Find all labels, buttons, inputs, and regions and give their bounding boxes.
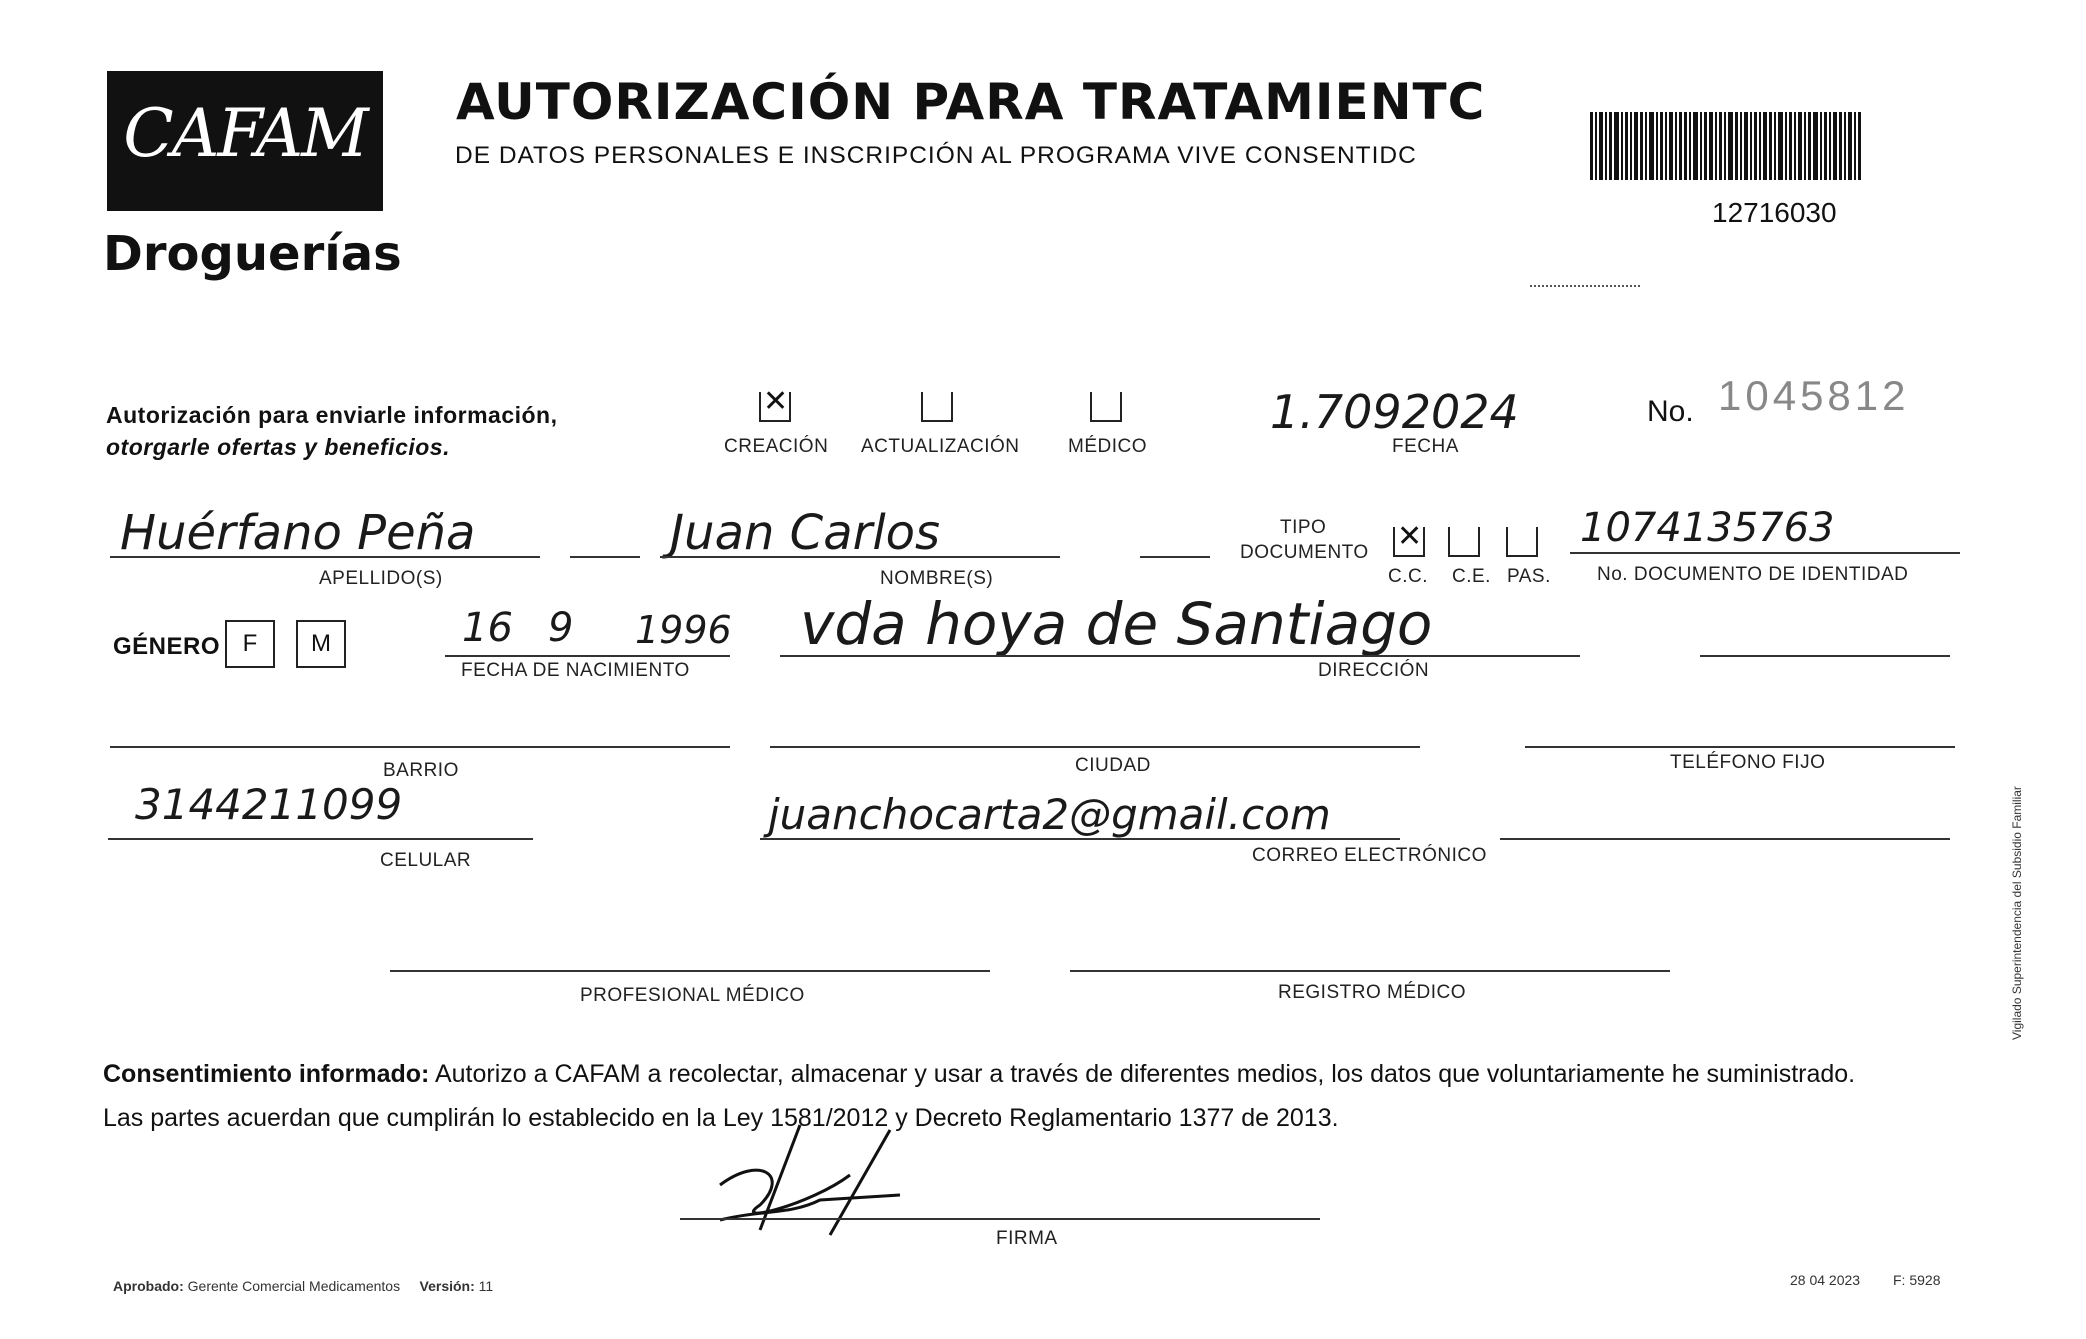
aprobado-value: Gerente Comercial Medicamentos: [187, 1278, 401, 1294]
direccion-value: vda hoya de Santiago: [800, 590, 1433, 658]
barcode-bar: [1824, 112, 1827, 180]
barcode-bar: [1605, 112, 1607, 180]
barcode-bar: [1854, 112, 1856, 180]
barcode-bar: [1785, 112, 1787, 180]
barcode-bar: [1759, 112, 1761, 180]
barcode-bar: [1625, 112, 1628, 180]
barcode-bar: [1735, 112, 1738, 180]
check-mark-icon: ✕: [763, 385, 789, 418]
registro-line: [1070, 970, 1670, 972]
form-title: AUTORIZACIÓN PARA TRATAMIENTC: [456, 73, 1486, 131]
barcode-bar: [1754, 112, 1757, 180]
apellidos-value: Huérfano Peña: [120, 505, 476, 561]
correo-line: [760, 838, 1400, 840]
authorization-text: Autorización para enviarle información,: [106, 402, 558, 428]
birth-line: [445, 655, 730, 657]
signature-icon: [700, 1115, 960, 1245]
birth-month: 9: [548, 605, 574, 651]
barcode-bar: [1700, 112, 1702, 180]
registro-label: REGISTRO MÉDICO: [1278, 982, 1467, 1003]
barcode-bar: [1656, 112, 1658, 180]
barrio-label: BARRIO: [383, 760, 459, 781]
barcode-bar: [1704, 112, 1707, 180]
barcode-bar: [1804, 112, 1806, 180]
barcode-bar: [1640, 112, 1643, 180]
fecha-value: 1.7092024: [1270, 385, 1519, 439]
barcode-bar: [1609, 112, 1612, 180]
firma-label: FIRMA: [996, 1228, 1058, 1249]
barcode-bar: [1839, 112, 1842, 180]
direccion-line: [780, 655, 1580, 657]
barcode-bar: [1833, 112, 1837, 180]
barcode-bar: [1709, 112, 1713, 180]
celular-line: [108, 838, 533, 840]
barcode-bar: [1813, 112, 1818, 180]
barcode-bar: [1829, 112, 1831, 180]
doc-number-label: No. DOCUMENTO DE IDENTIDAD: [1597, 564, 1909, 585]
barcode-bar: [1798, 112, 1802, 180]
footer-code: F: 5928: [1893, 1272, 1941, 1288]
consent-text: [103, 1052, 1983, 1140]
barcode-bar: [1724, 112, 1726, 180]
documento-label: DOCUMENTO: [1240, 542, 1369, 563]
barcode-bar: [1774, 112, 1776, 180]
ce-checkbox[interactable]: [1448, 527, 1480, 557]
celular-label: CELULAR: [380, 850, 472, 871]
genero-m-box[interactable]: [296, 620, 346, 668]
barcode-bar: [1820, 112, 1822, 180]
direccion-label: DIRECCIÓN: [1318, 660, 1430, 681]
barcode-bar: [1599, 112, 1603, 180]
nombres-line: [660, 556, 1060, 558]
nombres-value: Juan Carlos: [670, 505, 941, 561]
apellidos-line: [110, 556, 540, 558]
profesional-label: PROFESIONAL MÉDICO: [580, 985, 805, 1006]
barcode-bar: [1844, 112, 1846, 180]
footer-approval: [113, 1278, 493, 1294]
barcode-bar: [1660, 112, 1663, 180]
divider: [1530, 285, 1640, 287]
authorization-text-2: otorgarle ofertas y beneficios.: [106, 434, 450, 460]
barcode-bar: [1693, 112, 1698, 180]
ciudad-label: CIUDAD: [1075, 755, 1151, 776]
creacion-label: CREACIÓN: [724, 436, 829, 457]
medico-checkbox[interactable]: [1090, 392, 1122, 422]
barrio-line: [110, 746, 730, 748]
firma-line: [680, 1218, 1320, 1220]
doc-number-value: 1074135763: [1580, 505, 1835, 551]
divider: [1140, 556, 1210, 558]
barcode-bar: [1595, 112, 1597, 180]
consent-line2: Las partes acuerdan que cumplirán lo establecido en la Ley 1581/2012 y Decreto Reglamentario 1377 de 2013.: [103, 1104, 1339, 1132]
genero-label: GÉNERO: [113, 633, 221, 660]
pas-checkbox[interactable]: [1506, 527, 1538, 557]
barcode-bar: [1719, 112, 1722, 180]
barcode-bar: [1614, 112, 1619, 180]
barcode-bar: [1675, 112, 1677, 180]
barcode-bar: [1684, 112, 1687, 180]
divider: [1500, 838, 1950, 840]
footer-date: 28 04 2023: [1790, 1272, 1861, 1288]
fecha-label: FECHA: [1392, 436, 1459, 457]
form-subtitle: DE DATOS PERSONALES E INSCRIPCIÓN AL PROGRAMA VIVE CONSENTIDC: [455, 142, 1417, 169]
genero-m-value: M: [311, 630, 331, 657]
barcode-bar: [1794, 112, 1796, 180]
barcode-bar: [1645, 112, 1647, 180]
birth-day: 16: [462, 605, 513, 651]
fecha-nacimiento-label: FECHA DE NACIMIENTO: [461, 660, 690, 681]
check-mark-icon: ✕: [1397, 520, 1423, 553]
telefono-label: TELÉFONO FIJO: [1670, 752, 1826, 773]
barcode-number: 12716030: [1712, 197, 1837, 228]
profesional-line: [390, 970, 990, 972]
barcode-bar: [1715, 112, 1717, 180]
tipo-label: TIPO: [1280, 517, 1327, 538]
brand-subtitle: Droguerías: [103, 226, 402, 282]
genero-f-box[interactable]: F: [225, 620, 275, 668]
barcode-bar: [1740, 112, 1742, 180]
aprobado-label: Aprobado:: [113, 1278, 184, 1294]
barcode-bar: [1750, 112, 1752, 180]
barcode-bar: [1744, 112, 1748, 180]
number-label: No.: [1647, 395, 1694, 428]
actualizacion-label: ACTUALIZACIÓN: [861, 436, 1020, 457]
telefono-line: [1525, 746, 1955, 748]
consent-line1: Autorizo a CAFAM a recolectar, almacenar y usar a través de diferentes medios, los datos que voluntariamente he suministrado.: [434, 1060, 1856, 1088]
correo-label: CORREO ELECTRÓNICO: [1252, 845, 1487, 866]
birth-year: 1996: [635, 608, 732, 652]
barcode-bar: [1634, 112, 1638, 180]
barcode-bar: [1728, 112, 1733, 180]
barcode-bar: [1689, 112, 1691, 180]
barcode-bar: [1763, 112, 1767, 180]
ce-label: C.E.: [1452, 566, 1491, 587]
barcode-bar: [1778, 112, 1783, 180]
divider: [570, 556, 640, 558]
barcode-bar: [1590, 112, 1593, 180]
celular-value: 3144211099: [135, 780, 403, 829]
barcode-bar: [1858, 112, 1861, 180]
barcode-bar: [1669, 112, 1673, 180]
barcode-bar: [1649, 112, 1654, 180]
version-label: Versión:: [419, 1278, 475, 1294]
barcode-icon: [1590, 112, 1930, 180]
form-number: 1045812: [1718, 372, 1910, 419]
barcode-bar: [1808, 112, 1811, 180]
creacion-checkbox[interactable]: [759, 385, 791, 422]
apellidos-label: APELLIDO(S): [319, 568, 443, 589]
nombres-label: NOMBRE(S): [880, 568, 994, 589]
barcode-bar: [1769, 112, 1772, 180]
barcode-bar: [1665, 112, 1667, 180]
pas-label: PAS.: [1507, 566, 1551, 587]
consent-heading: Consentimiento informado:: [103, 1060, 430, 1088]
cc-checkbox[interactable]: [1393, 520, 1425, 557]
barcode-bar: [1789, 112, 1792, 180]
side-text: Vigilado Superintendencia del Subsidio Familiar: [2010, 786, 2024, 1040]
barcode-bar: [1630, 112, 1632, 180]
barcode-bar: [1621, 112, 1623, 180]
doc-number-line: [1570, 552, 1960, 554]
correo-value: juanchocarta2@gmail.com: [768, 790, 1331, 839]
version-value: 11: [478, 1278, 494, 1294]
ciudad-line: [770, 746, 1420, 748]
divider: [1700, 655, 1950, 657]
cc-label: C.C.: [1388, 566, 1428, 587]
logo: CAFAM: [123, 95, 367, 172]
barcode-bar: [1848, 112, 1852, 180]
barcode-bar: [1679, 112, 1682, 180]
actualizacion-checkbox[interactable]: [921, 392, 953, 422]
medico-label: MÉDICO: [1068, 436, 1147, 457]
